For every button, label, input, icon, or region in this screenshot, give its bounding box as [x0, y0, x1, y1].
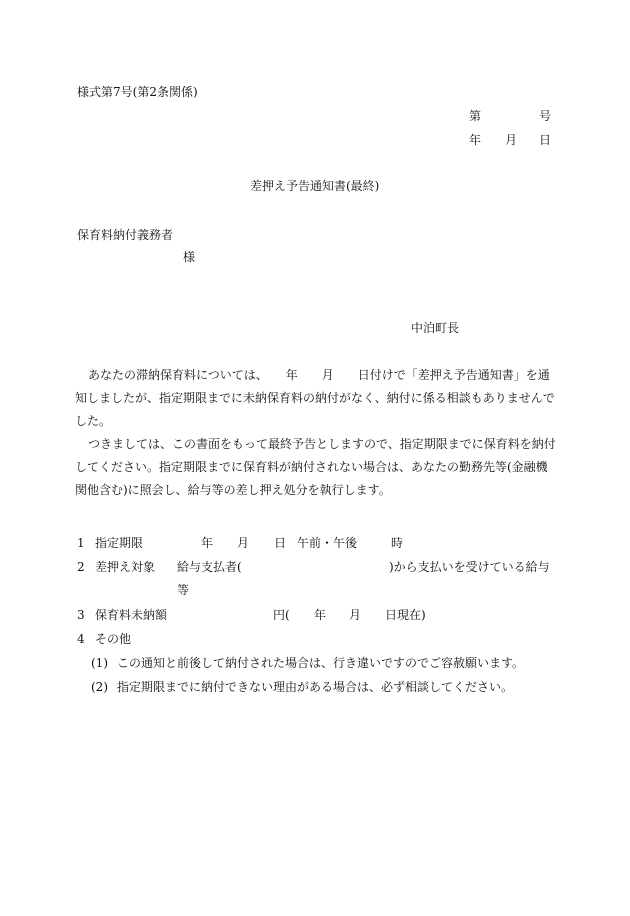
date-year-label: 年	[469, 133, 482, 147]
item-1-number: 1	[77, 536, 85, 550]
date-day-label: 日	[539, 133, 552, 147]
item-1-hour: 時	[391, 536, 404, 550]
item-3-month: 月	[349, 608, 362, 622]
body-line: 関他含む)に照会し、給与等の差し押え処分を執行します。	[75, 483, 391, 497]
date-month-label: 月	[505, 133, 518, 147]
item-1-ampm: 午前・午後	[297, 536, 358, 550]
sender-name: 中泊町長	[411, 321, 460, 335]
item-3-number: 3	[77, 608, 85, 622]
item-1-month: 月	[237, 536, 250, 550]
item-3-label: 保育料未納額	[95, 608, 168, 622]
item-2-number: 2	[77, 560, 85, 574]
item-2-text-a: 給与支払者(	[177, 560, 242, 574]
item-2-text-c: 等	[177, 583, 190, 597]
document-title: 差押え予告通知書(最終)	[250, 179, 380, 193]
item-2-text-b: )から支払いを受けている給与	[389, 560, 550, 574]
document-number-suffix: 号	[539, 109, 552, 123]
document-number-prefix: 第	[469, 109, 482, 123]
recipient-label: 保育料納付義務者	[77, 228, 174, 242]
body-line: してください。指定期限までに保育料が納付されない場合は、あなたの勤務先等(金融機	[75, 460, 548, 474]
body-line: つきましては、この書面をもって最終予告としますので、指定期限までに保育料を納付	[88, 437, 556, 451]
form-id: 様式第7号(第2条関係)	[77, 85, 198, 99]
sub-item-2-text: 指定期限までに納付できない理由がある場合は、必ず相談してください。	[117, 680, 514, 694]
body-paragraph-1	[75, 364, 555, 433]
item-3-yen: 円(	[273, 608, 290, 622]
item-2-label: 差押え対象	[95, 560, 156, 574]
item-1-year: 年	[201, 536, 214, 550]
sub-item-2-number: (2)	[91, 680, 108, 694]
body-line: あなたの滞納保育料については、 年 月 日付けで「差押え予告通知書」を通	[88, 368, 550, 382]
item-3-date-end: 日現在)	[385, 608, 426, 622]
recipient-honorific: 様	[183, 250, 196, 264]
body-paragraph-2	[75, 433, 555, 502]
item-3-year: 年	[314, 608, 327, 622]
item-1-day: 日	[274, 536, 287, 550]
body-line: 知しましたが、指定期限までに未納保育料の納付がなく、納付に係る相談もありませんで	[75, 391, 555, 405]
sub-item-1-text: この通知と前後して納付された場合は、行き違いですのでご容赦願います。	[117, 656, 525, 670]
item-4-number: 4	[77, 632, 85, 646]
item-4-label: その他	[95, 632, 132, 646]
sub-item-1-number: (1)	[91, 656, 108, 670]
body-line: した。	[75, 414, 112, 428]
item-1-label: 指定期限	[95, 536, 144, 550]
